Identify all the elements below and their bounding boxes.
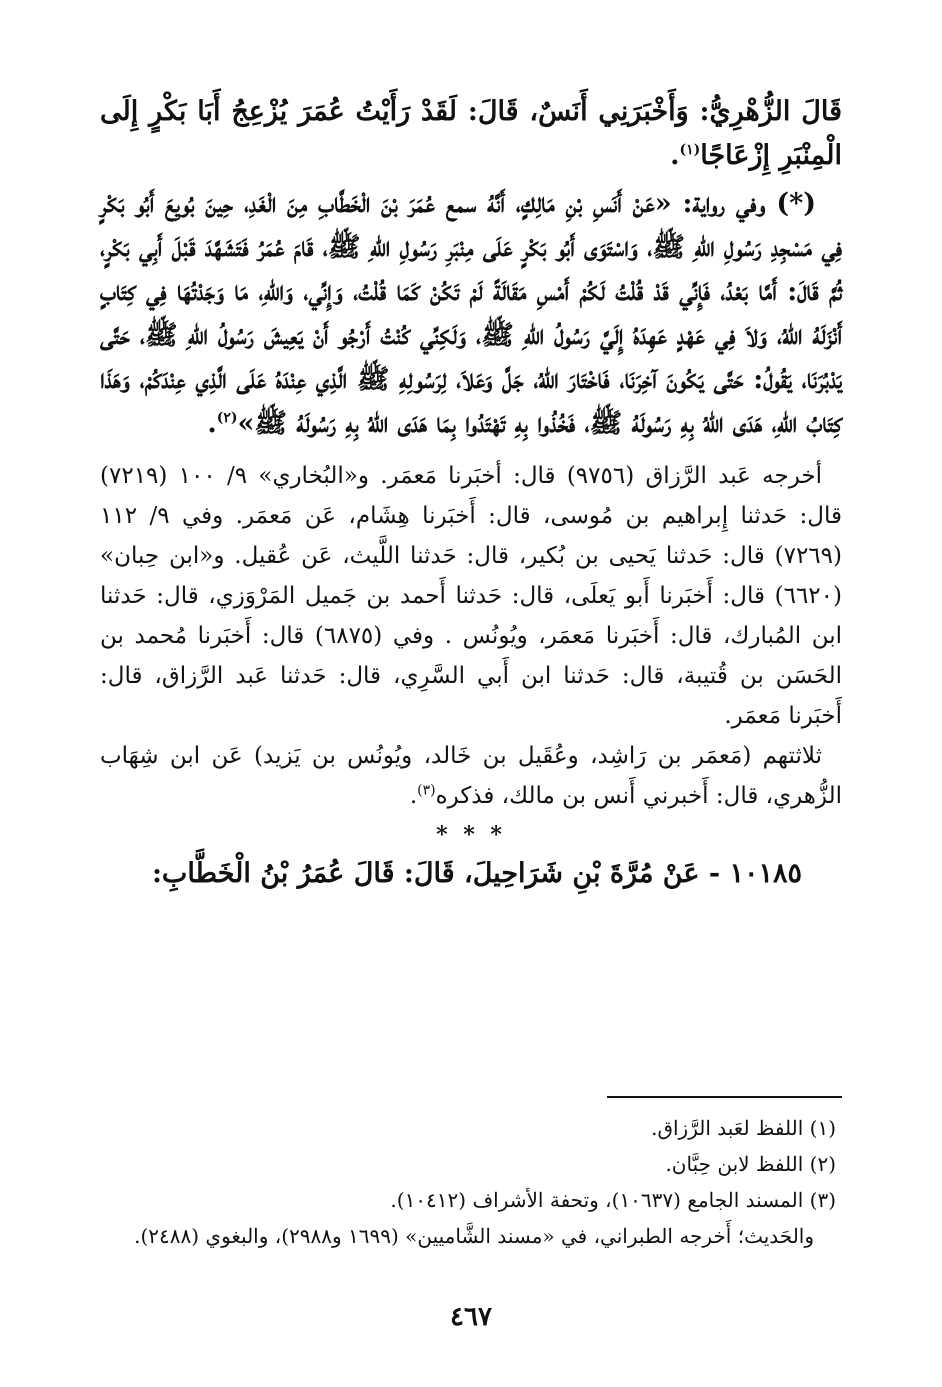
page-content [100, 90, 842, 1387]
hadith-paragraph-1: قَالَ الزُّهْرِيُّ: وَأَخْبَرَنِي أَنَسٌ، قَالَ: لَقَدْ رَأَيْتُ عُمَرَ يُزْعِجُ أَبَا بَكْرٍ إِلَى الْمِنْبَرِ إِزْعَاجًا$^{(١)}$. [100, 96, 842, 171]
footnote-3: (٣) المسند الجامع (١٠٦٣٧)، وتحفة الأشراف (١٠٤١٢). [390, 1188, 836, 1212]
hadith-paragraph-2: (*) وفي رواية: «عَنْ أَنَسِ بْنِ مَالِكٍ، أَنَّهُ سمع عُمَرَ بْنَ الْخَطَّابِ مِنَ الْغَدِ، حِينَ بُويِعَ أَبُو بَكْرٍ فِي مَسْجِدِ رَسُولِ اللهِ ﷺ، وَاسْتَوَى أَبُو بَكْرٍ عَلَى مِنْبَرِ رَسُولِ اللهِ ﷺ، قَامَ عُمَرُ فَتَشَهَّدَ قَبْلَ أَبِي بَكْرٍ، ثُمَّ قَالَ: أَمَّا بَعْدُ، فَإِنِّي قَدْ قُلْتُ لَكُمْ أَمْسِ مَقَالَةً لَمْ تَكُنْ كَمَا قُلْتُ، وَإِنِّي، وَاللهِ، مَا وَجَدْتُهَا فِي كِتَابٍ أَنْزَلَهُ اللهُ، وَلاَ فِي عَهْدٍ عَهِدَهُ إِلَيَّ رَسُولُ اللهِ ﷺ، وَلَكِنِّي كُنْتُ أَرْجُو أَنْ يَعِيشَ رَسُولُ اللهِ ﷺ، حَتَّى يَدْبُرَنَا، يَقُولُ: حَتَّى يَكُونَ آخِرَنَا، فَاخْتَارَ اللهُ، جَلَّ وَعَلاَ، لِرَسُولِهِ ﷺ الَّذِي عِنْدَهُ عَلَى الَّذِي عِنْدَكُمْ، وَهَذَا كِتَابُ اللهِ، هَدَى اللهُ بِهِ رَسُولَهُ ﷺ، فَخُذُوا بِهِ تَهْتَدُوا بِمَا هَدَى اللهُ بِهِ رَسُولَهُ ﷺ»$^{(٢)}$. [100, 188, 842, 439]
footnote-ref-2: (٢) [216, 410, 238, 426]
footnote-ref-3: (٣) [417, 782, 436, 799]
hadith-paragraph-2-text: (*) وفي رواية: «عَنْ أَنَسِ بْنِ مَالِكٍ، أَنَّهُ سمع عُمَرَ بْنَ الْخَطَّابِ مِنَ الْغَدِ، حِينَ بُويِعَ أَبُو بَكْرٍ فِي مَسْجِدِ رَسُولِ اللهِ ﷺ، وَاسْتَوَى أَبُو بَكْرٍ عَلَى مِنْبَرِ رَسُولِ اللهِ ﷺ، قَامَ عُمَرُ فَتَشَهَّدَ قَبْلَ أَبِي بَكْرٍ، ثُمَّ قَالَ: أَمَّا بَعْدُ، فَإِنِّي قَدْ قُلْتُ لَكُمْ أَمْسِ مَقَالَةً لَمْ تَكُنْ كَمَا قُلْتُ، وَإِنِّي، وَاللهِ، مَا وَجَدْتُهَا فِي كِتَابٍ أَنْزَلَهُ اللهُ، وَلاَ فِي عَهْدٍ عَهِدَهُ إِلَيَّ رَسُولُ اللهِ ﷺ، وَلَكِنِّي كُنْتُ أَرْجُو أَنْ يَعِيشَ رَسُولُ اللهِ ﷺ، حَتَّى يَدْبُرَنَا، يَقُولُ: حَتَّى يَكُونَ آخِرَنَا، فَاخْتَارَ اللهُ، جَلَّ وَعَلاَ، لِرَسُولِهِ ﷺ الَّذِي عِنْدَهُ عَلَى الَّذِي عِنْدَكُمْ، وَهَذَا كِتَابُ اللهِ، هَدَى اللهُ بِهِ رَسُولَهُ ﷺ، فَخُذُوا بِهِ تَهْتَدُوا بِمَا هَدَى اللهُ بِهِ رَسُولَهُ ﷺ» [100, 188, 842, 439]
section-separator: * * * [436, 822, 506, 848]
hadith-heading: ١٠١٨٥ - عَنْ مُرَّةَ بْنِ شَرَاحِيلَ، قَالَ: قَالَ عُمَرُ بْنُ الْخَطَّابِ: [151, 858, 802, 889]
footnotes [100, 1110, 842, 1254]
source-paragraph-2-text: ثلاثتهم (مَعمَر بن رَاشِد، وعُقَيل بن خَالد، ويُونُس بن يَزيد) عَن ابن شِهَاب الزُّهري، قال: أَخبرني أَنس بن مالك، فذكره [100, 743, 842, 809]
source-paragraph-1-text: أخرجه عَبد الرَّزاق (٩٧٥٦) قال: أخبَرنا مَعمَر. و«البُخاري» ٩/ ١٠٠ (٧٢١٩) قال: حَدثنا إِبراهيم بن مُوسى، قال: أَخبَرنا هِشَام، عَن مَعمَر. وفي ٩/ ١١٢ (٧٢٦٩) قال: حَدثنا يَحيى بن بُكير، قال: حَدثنا اللَّيث، عَن عُقيل. و«ابن حِبان» (٦٦٢٠) قال: أَخبَرنا أَبو يَعلَى، قال: حَدثنا أَحمد بن جَميل المَرْوَزي، قال: حَدثنا ابن المُبارك، قال: أَخبَرنا مَعمَر، ويُونُس . وفي (٦٨٧٥) قال: أَخبَرنا مُحمد بن الحَسَن بن قُتيبة، قال: حَدثنا ابن أَبي السَّرِي، قال: حَدثنا عَبد الرَّزاق، قال: أَخبَرنا مَعمَر. [100, 463, 842, 729]
footnote-ref-1: (١) [679, 142, 701, 158]
footnote-divider [607, 1096, 842, 1098]
source-paragraph-1 [100, 456, 842, 736]
footnote-2: (٢) اللفظ لابن حِبَّان. [665, 1152, 836, 1176]
footnote-1: (١) اللفظ لعَبد الرَّزاق. [651, 1116, 836, 1140]
source-paragraph-2: ثلاثتهم (مَعمَر بن رَاشِد، وعُقَيل بن خَالد، ويُونُس بن يَزيد) عَن ابن شِهَاب الزُّهري، قال: أَخبرني أَنس بن مالك، فذكره$^{(٣)}$. [100, 743, 842, 809]
page-number: ٤٦٧ [450, 1302, 492, 1332]
footnote-3-continuation: والحَديث؛ أَخرجه الطبراني، في «مسند الشَّاميين» (١٦٩٩ و٢٩٨٨)، والبغوي (٢٤٨٨). [134, 1224, 814, 1248]
hadith-paragraph-1-text: قَالَ الزُّهْرِيُّ: وَأَخْبَرَنِي أَنَسٌ، قَالَ: لَقَدْ رَأَيْتُ عُمَرَ يُزْعِجُ أَبَا بَكْرٍ إِلَى الْمِنْبَرِ إِزْعَاجًا [100, 96, 842, 171]
